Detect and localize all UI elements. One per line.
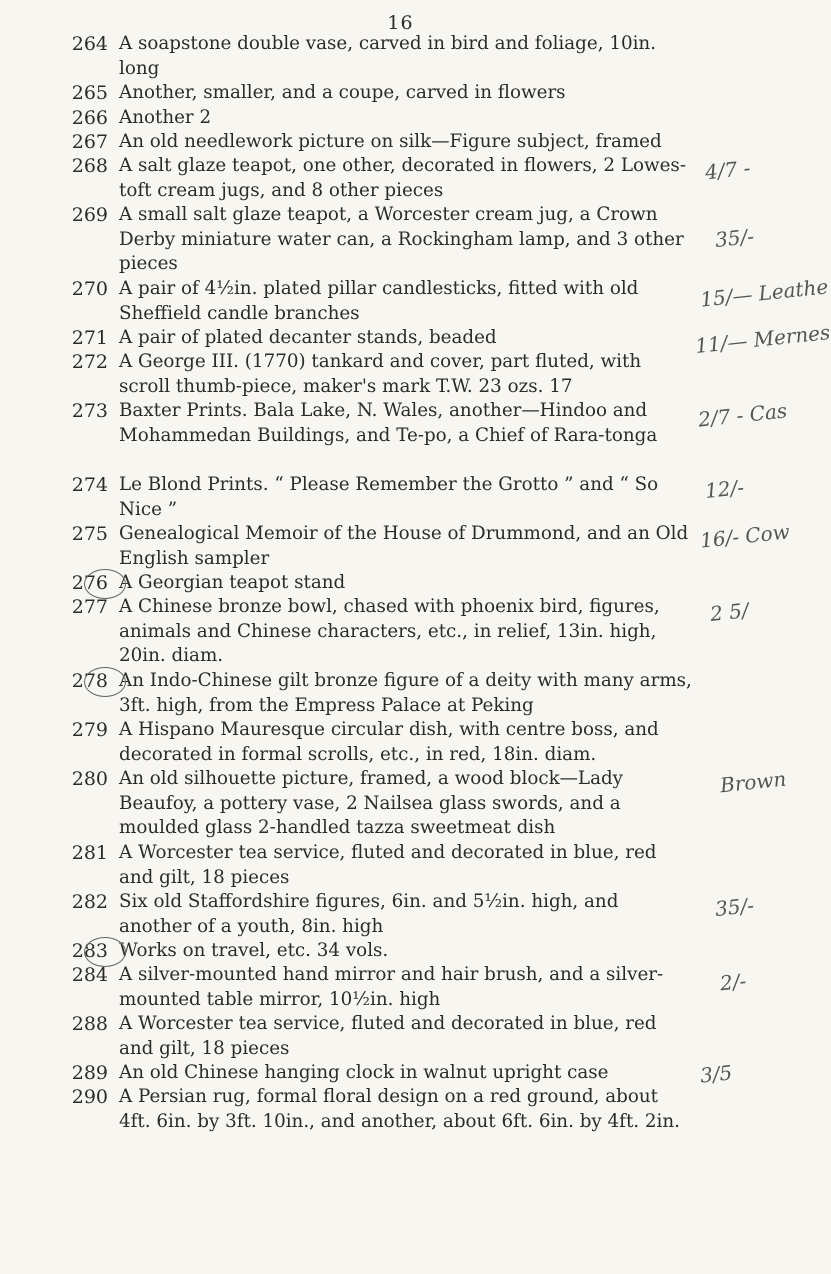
handwritten-price-289: 3/5 <box>698 1060 734 1088</box>
lot-number: 284 <box>71 964 108 986</box>
lot-number: 276 <box>71 572 108 594</box>
margin-circle-278 <box>84 667 126 697</box>
lot-description: An old silhouette picture, framed, a wood block—Lady Beaufoy, a pottery vase, 2 Nailsea glass swords, and a moulded glass 2-handled tazza sweetmeat dish <box>119 768 624 839</box>
lot-description: Genealogical Memoir of the House of Drummond, and an Old English sampler <box>119 523 689 569</box>
lot-number: 272 <box>71 351 108 373</box>
handwritten-price-282: 35/- <box>713 893 756 921</box>
lot-description: A silver-mounted hand mirror and hair brush, and a silver-mounted table mirror, 10½in. high <box>119 964 664 1010</box>
lot-number: 281 <box>71 842 108 864</box>
handwritten-price-275: 16/- Cow <box>698 519 791 553</box>
lot-description: A soapstone double vase, carved in bird and foliage, 10in. long <box>119 33 657 79</box>
lot-number: 278 <box>71 670 108 692</box>
lot-number: 269 <box>71 204 108 226</box>
lot-description: An old needlework picture on silk—Figure subject, framed <box>119 131 662 152</box>
lot-number: 271 <box>71 327 108 349</box>
lot-number: 265 <box>71 82 108 104</box>
lot-description: An old Chinese hanging clock in walnut upright case <box>119 1062 609 1083</box>
handwritten-price-284: 2/- <box>718 968 748 996</box>
lot-number: 275 <box>71 523 108 545</box>
lot-number: 279 <box>71 719 108 741</box>
lot-description: Six old Staffordshire figures, 6in. and 5½in. high, and another of a youth, 8in. high <box>119 891 619 937</box>
lot-number: 266 <box>71 107 108 129</box>
lot-number: 288 <box>71 1013 108 1035</box>
lot-description: Works on travel, etc. 34 vols. <box>119 940 389 961</box>
lot-number: 283 <box>71 940 108 962</box>
lot-description: A salt glaze teapot, one other, decorated in flowers, 2 Lowes-toft cream jugs, and 8 other pieces <box>119 155 686 201</box>
lot-number: 273 <box>71 400 108 422</box>
lot-description: A pair of plated decanter stands, beaded <box>119 327 497 348</box>
handwritten-price-273: 2/7 - Cas <box>696 398 789 432</box>
lot-number: 270 <box>71 278 108 300</box>
lot-description: A Hispano Mauresque circular dish, with centre boss, and decorated in formal scrolls, etc., in red, 18in. diam. <box>119 719 659 765</box>
lot-number: 290 <box>71 1086 108 1108</box>
lot-number: 268 <box>71 155 108 177</box>
lot-description: Another, smaller, and a coupe, carved in flowers <box>119 82 566 103</box>
lot-description: A George III. (1770) tankard and cover, part fluted, with scroll thumb-piece, maker's mark T.W. 23 ozs. 17 <box>119 351 642 397</box>
lot-description: A Chinese bronze bowl, chased with phoenix bird, figures, animals and Chinese characters, etc., in relief, 13in. high, 20in. diam. <box>119 596 660 667</box>
lot-number: 267 <box>71 131 108 153</box>
lot-number: 274 <box>71 474 108 496</box>
lot-description: Baxter Prints. Bala Lake, N. Wales, another—Hindoo and Mohammedan Buildings, and Te-po, a Chief of Rara-tonga <box>119 400 658 446</box>
handwritten-buyer-271: 11/— Mernes <box>694 319 831 359</box>
margin-circle-283 <box>84 937 126 967</box>
handwritten-price-280: Brown <box>718 766 788 798</box>
lot-number: 289 <box>71 1062 108 1084</box>
handwritten-price-269: 35/- <box>713 224 756 252</box>
lot-number: 282 <box>71 891 108 913</box>
margin-circle-276 <box>84 569 126 599</box>
lot-description: A pair of 4½in. plated pillar candlesticks, fitted with old Sheffield candle branches <box>119 278 639 324</box>
lot-description: An Indo-Chinese gilt bronze figure of a deity with many arms, 3ft. high, from the Empress Palace at Peking <box>119 670 692 716</box>
lot-description: A Worcester tea service, fluted and decorated in blue, red and gilt, 18 pieces <box>119 842 657 888</box>
lot-number: 264 <box>71 33 108 55</box>
lot-description: A small salt glaze teapot, a Worcester cream jug, a Crown Derby miniature water can, a Rockingham lamp, and 3 other pieces <box>119 204 684 275</box>
handwritten-buyer-270: 15/— Leathe <box>699 274 830 312</box>
handwritten-price-277: 2 5/ <box>708 598 750 626</box>
page-number: 16 <box>387 12 414 34</box>
handwritten-price-268: 4/7 - <box>703 155 752 185</box>
handwritten-price-274: 12/- <box>703 475 746 503</box>
lot-description: Another 2 <box>119 107 212 128</box>
lot-description: A Georgian teapot stand <box>119 572 346 593</box>
lot-description: A Persian rug, formal floral design on a red ground, about 4ft. 6in. by 3ft. 10in., and another, about 6ft. 6in. by 4ft. 2in. <box>119 1086 680 1132</box>
lot-description: Le Blond Prints. “ Please Remember the Grotto ” and “ So Nice ” <box>119 474 659 520</box>
lot-number: 277 <box>71 596 108 618</box>
lot-number: 280 <box>71 768 108 790</box>
lot-description: A Worcester tea service, fluted and decorated in blue, red and gilt, 18 pieces <box>119 1013 657 1059</box>
